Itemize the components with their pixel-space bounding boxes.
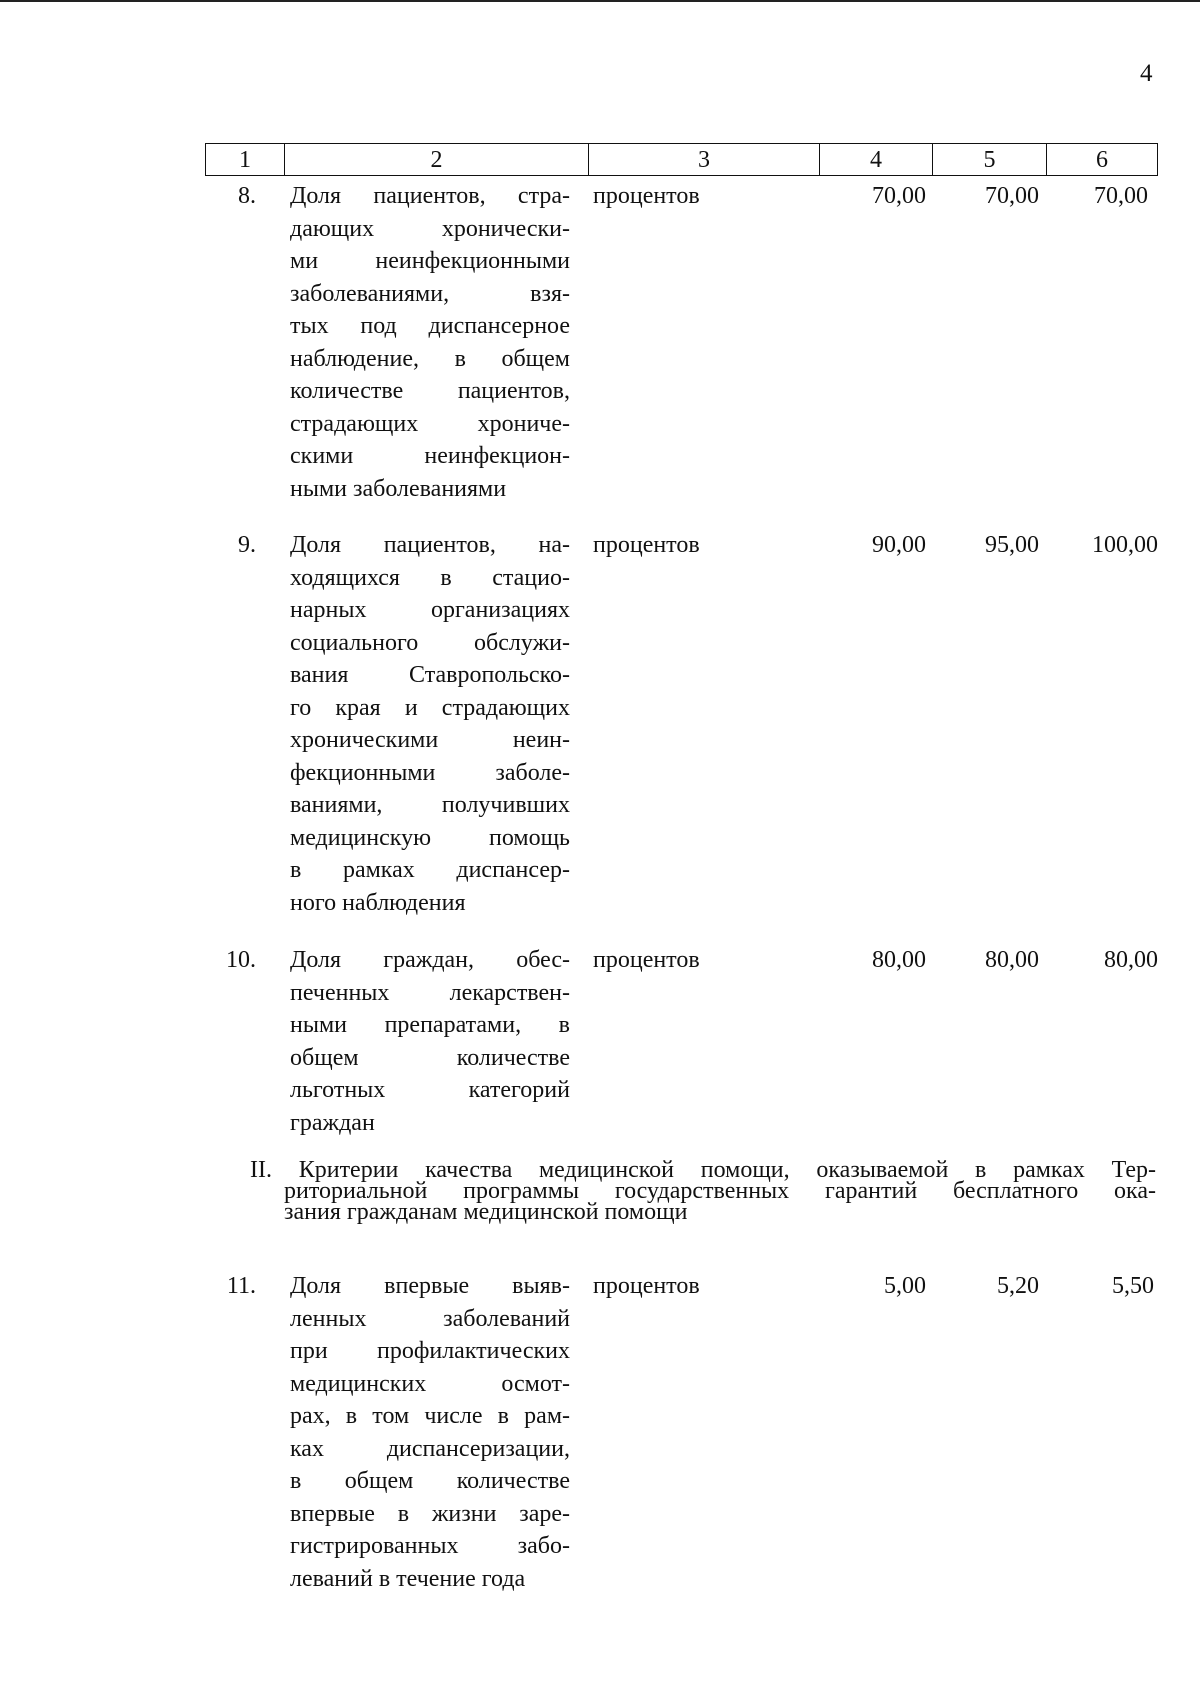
row-unit: процентов <box>593 1273 700 1299</box>
indicator-line: ленных заболеваний <box>290 1305 570 1332</box>
indicator-line: страдающих хрониче- <box>290 410 570 437</box>
indicator-line: медицинских осмот- <box>290 1370 570 1397</box>
indicator-line: ми неинфекционными <box>290 248 570 274</box>
indicator-line: в рамках диспансер- <box>290 857 570 883</box>
indicator-line: ного наблюдения <box>290 889 466 916</box>
section-title <box>250 1157 1156 1225</box>
column-header-6: 6 <box>1047 144 1158 176</box>
indicator-line: гистрированных забо- <box>290 1533 570 1559</box>
indicator-line: медицинскую помощь <box>290 824 570 851</box>
indicator-line: ваниями, получивших <box>290 792 570 818</box>
indicator-line: рах, в том числе в рам- <box>290 1403 570 1429</box>
table-column-header <box>205 143 1158 176</box>
indicator-line: впервые в жизни заре- <box>290 1500 570 1527</box>
indicator-line: ках диспансеризации, <box>290 1435 570 1462</box>
indicator-line: ными заболеваниями <box>290 475 507 502</box>
column-header-2: 2 <box>285 144 589 176</box>
section-title-line: II. Критерии качества медицинской помощи, оказываемой в рамках Тер- <box>250 1157 1156 1183</box>
row-unit: процентов <box>593 532 700 558</box>
row-indicator <box>290 180 570 505</box>
row-number: 8. <box>238 183 256 209</box>
indicator-line: количестве пациентов, <box>290 378 570 404</box>
indicator-line: при профилактических <box>290 1338 570 1364</box>
indicator-line: печенных лекарствен- <box>290 979 570 1006</box>
row-value-col5: 95,00 <box>985 532 1039 558</box>
indicator-line: в общем количестве <box>290 1468 570 1494</box>
row-value-col6: 80,00 <box>1104 947 1158 973</box>
row-unit: процентов <box>593 947 700 973</box>
section-title-line: зания гражданам медицинской помощи <box>284 1199 688 1225</box>
indicator-line: леваний в течение года <box>290 1565 526 1592</box>
row-number: 9. <box>238 532 256 558</box>
row-value-col6: 100,00 <box>1092 532 1158 558</box>
column-header-4: 4 <box>820 144 933 176</box>
indicator-line: Доля пациентов, стра- <box>290 183 570 209</box>
indicator-line: ходящихся в стацио- <box>290 564 570 591</box>
page-number: 4 <box>1140 60 1153 87</box>
indicator-line: льготных категорий <box>290 1077 570 1103</box>
row-value-col4: 70,00 <box>872 183 926 209</box>
indicator-line: дающих хронически- <box>290 215 570 242</box>
row-value-col6: 5,50 <box>1112 1273 1154 1299</box>
indicator-line: го края и страдающих <box>290 694 570 721</box>
row-value-col5: 80,00 <box>985 947 1039 973</box>
row-value-col4: 80,00 <box>872 947 926 973</box>
indicator-line: тых под диспансерное <box>290 313 570 339</box>
column-header-3: 3 <box>589 144 820 176</box>
indicator-line: наблюдение, в общем <box>290 345 570 372</box>
row-value-col6: 70,00 <box>1094 183 1148 209</box>
row-indicator <box>290 1270 570 1595</box>
row-value-col4: 90,00 <box>872 532 926 558</box>
row-indicator <box>290 944 570 1139</box>
indicator-line: вания Ставропольско- <box>290 662 570 688</box>
indicator-line: хроническими неин- <box>290 727 570 753</box>
indicator-line: Доля пациентов, на- <box>290 532 570 558</box>
row-value-col5: 70,00 <box>985 183 1039 209</box>
indicator-line: социального обслужи- <box>290 629 570 656</box>
row-unit: процентов <box>593 183 700 209</box>
indicator-line: Доля граждан, обес- <box>290 947 570 973</box>
row-value-col4: 5,00 <box>884 1273 926 1299</box>
indicator-line: фекционными заболе- <box>290 759 570 786</box>
row-number: 11. <box>226 1273 256 1299</box>
indicator-line: заболеваниями, взя- <box>290 280 570 307</box>
top-border-line <box>0 0 1200 2</box>
indicator-line: нарных организациях <box>290 597 570 623</box>
row-number: 10. <box>226 947 256 973</box>
row-value-col5: 5,20 <box>997 1273 1039 1299</box>
indicator-line: Доля впервые выяв- <box>290 1273 570 1299</box>
row-indicator <box>290 529 570 919</box>
indicator-line: скими неинфекцион- <box>290 443 570 469</box>
indicator-line: граждан <box>290 1109 375 1136</box>
indicator-line: общем количестве <box>290 1044 570 1071</box>
indicator-line: ными препаратами, в <box>290 1012 570 1038</box>
column-header-5: 5 <box>933 144 1047 176</box>
section-title-line: риториальной программы государственных гарантий бесплатного ока- <box>284 1178 1156 1204</box>
column-header-1: 1 <box>206 144 285 176</box>
